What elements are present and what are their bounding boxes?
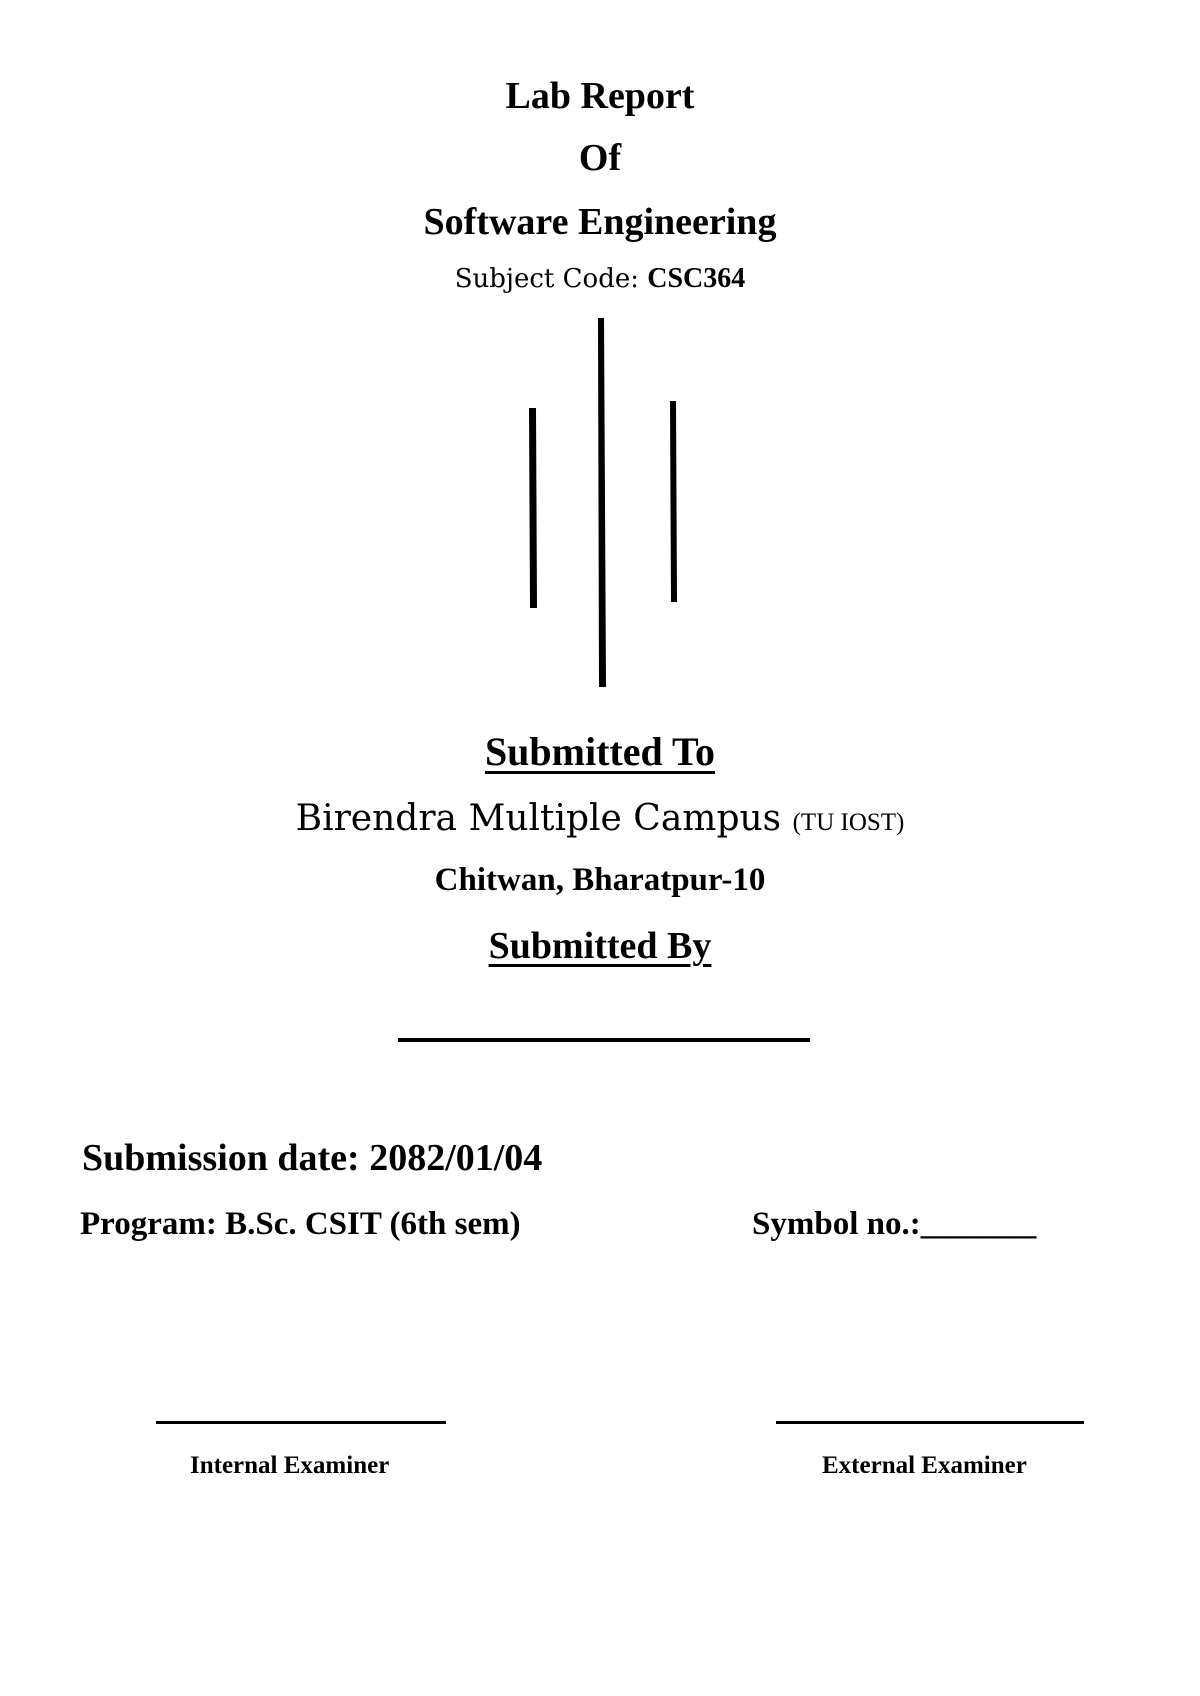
campus-name: Birendra Multiple Campus [295,798,793,839]
internal-examiner-label: Internal Examiner [190,1452,390,1479]
symbol-number-label: Symbol no.: [752,1206,921,1242]
program-info: Program: B.Sc. CSIT (6th sem) [80,1206,521,1242]
title-subject-name: Software Engineering [423,201,777,243]
symbol-number-blank: _______ [920,1206,1037,1242]
logo-bar-left [529,408,537,608]
submission-date: Submission date: 2082/01/04 [82,1137,543,1179]
vertical-bars-logo-icon [500,318,700,698]
campus-address: Chitwan, Bharatpur-10 [434,862,766,898]
submitted-to-heading-row [0,728,1200,775]
title-lab-report: Lab Report [505,75,695,117]
campus-affiliation: (TU IOST) [792,809,905,836]
internal-examiner-signature-line [156,1421,446,1424]
submitted-by-name-line [398,1038,810,1042]
submitted-by-heading-row [0,924,1200,968]
logo-bar-middle [598,318,606,687]
subject-code [0,262,1200,296]
campus-row [0,798,1200,839]
external-examiner-label: External Examiner [822,1452,1027,1479]
submitted-by-heading: Submitted By [488,925,712,967]
subject-code-value: CSC364 [647,263,746,294]
title-of: Of [578,137,622,179]
symbol-number [752,1206,1036,1243]
subject-code-label: Subject Code: [454,264,648,294]
submitted-to-heading: Submitted To [484,729,716,774]
external-examiner-signature-line [776,1421,1084,1424]
logo-bar-right [670,401,677,602]
